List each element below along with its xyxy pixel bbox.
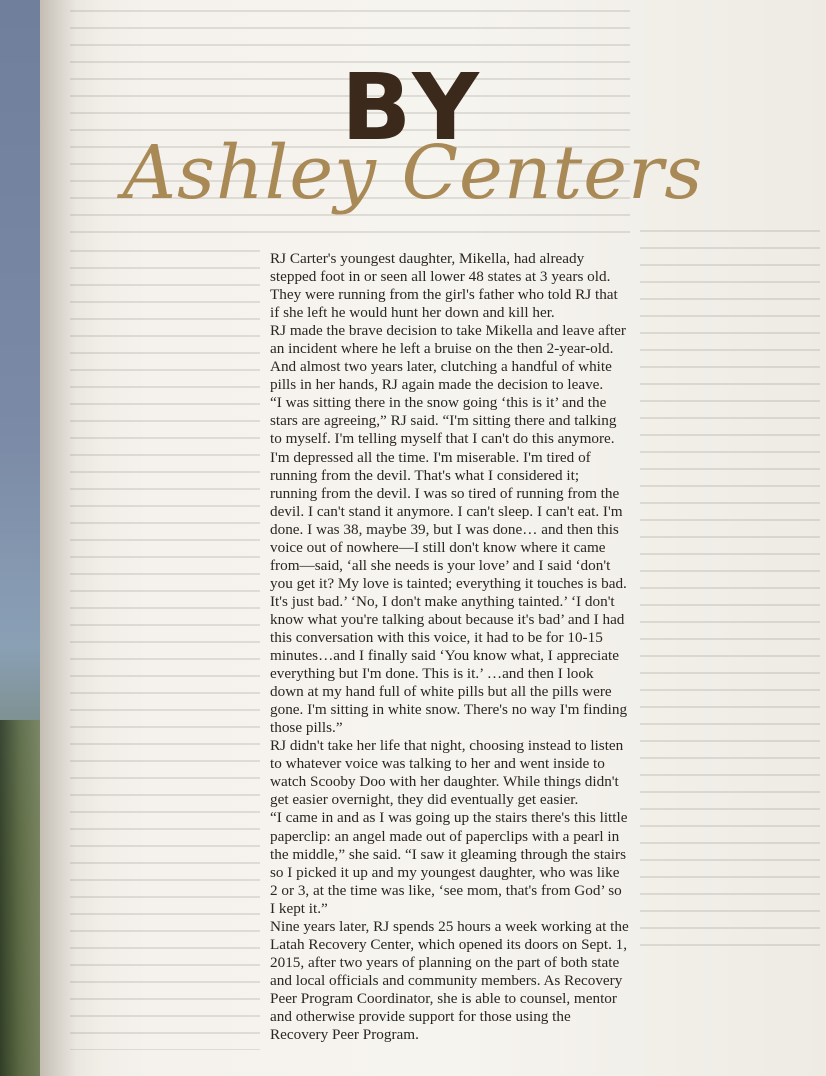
article-paragraph: RJ didn't take her life that night, choosing instead to listen to whatever voice was talking to her and went inside to watch Scooby Doo with her daughter. While things didn't get easier overnight, they did eventually get easier.: [270, 737, 624, 809]
show-through-texture-right: [640, 230, 820, 950]
article-paragraph: RJ made the brave decision to take Mikella and leave after an incident where he left a bruise on the then 2-year-old. And almost two years later, clutching a handful of white pills in her hands, RJ again made the decision to leave.: [270, 322, 626, 394]
author-name: Ashley Centers: [122, 130, 704, 216]
left-page-edge-photo: [0, 720, 40, 1076]
article-paragraph: Nine years later, RJ spends 25 hours a week working at the Latah Recovery Center, which opened its doors on Sept. 1, 2015, after two years of planning on the part of both state and local officials and community members. As Recovery Peer Program Coordinator, she is able to counsel, mentor and otherwise provide support for those using the Recovery Peer Program.: [270, 917, 629, 1044]
show-through-texture-left: [70, 250, 260, 1050]
article-body: [270, 250, 630, 1044]
article-paragraph: RJ Carter's youngest daughter, Mikella, had already stepped foot in or seen all lower 48 states at 3 years old. They were running from the girl's father who told RJ that if she left he would hunt her down and kill her.: [270, 250, 618, 322]
article-paragraph: “I was sitting there in the snow going ‘this is it’ and the stars are agreeing,” RJ said. “I'm sitting there and talking to myself. I'm telling myself that I can't do this anymore. I'm depressed all the time. I'm miserable. I'm tired of running from the devil. That's what I considered it; running from the devil. I was so tired of running from the devil. I can't stand it anymore. I can't sleep. I can't eat. I'm done. I was 38, maybe 39, but I was done… and then this voice out of nowhere—I still don't know where it came from—said, ‘all she needs is your love’ and I said ‘don't you get it? My love is tainted; everything it touches is bad. It's just bad.’ ‘No, I don't make anything tainted.’ ‘I don't know what you're talking about because it's bad’ and I had this conversation with this voice, it had to be for 10-15 minutes…and I finally said ‘You know what, I appreciate everything but I'm done. This is it.’ …and then I look down at my hand full of white pills but all the pills were gone. I'm sitting in white snow. There's no way I'm finding those pills.”: [270, 394, 628, 737]
byline-title: BY: [341, 54, 485, 161]
article-paragraph: “I came in and as I was going up the stairs there's this little paperclip: an angel made out of paperclips with a pearl in the middle,” she said. “I saw it gleaming through the stairs so I picked it up and my youngest daughter, who was like 2 or 3, at the time was like, ‘see mom, that's from God’ so I kept it.”: [270, 809, 628, 917]
